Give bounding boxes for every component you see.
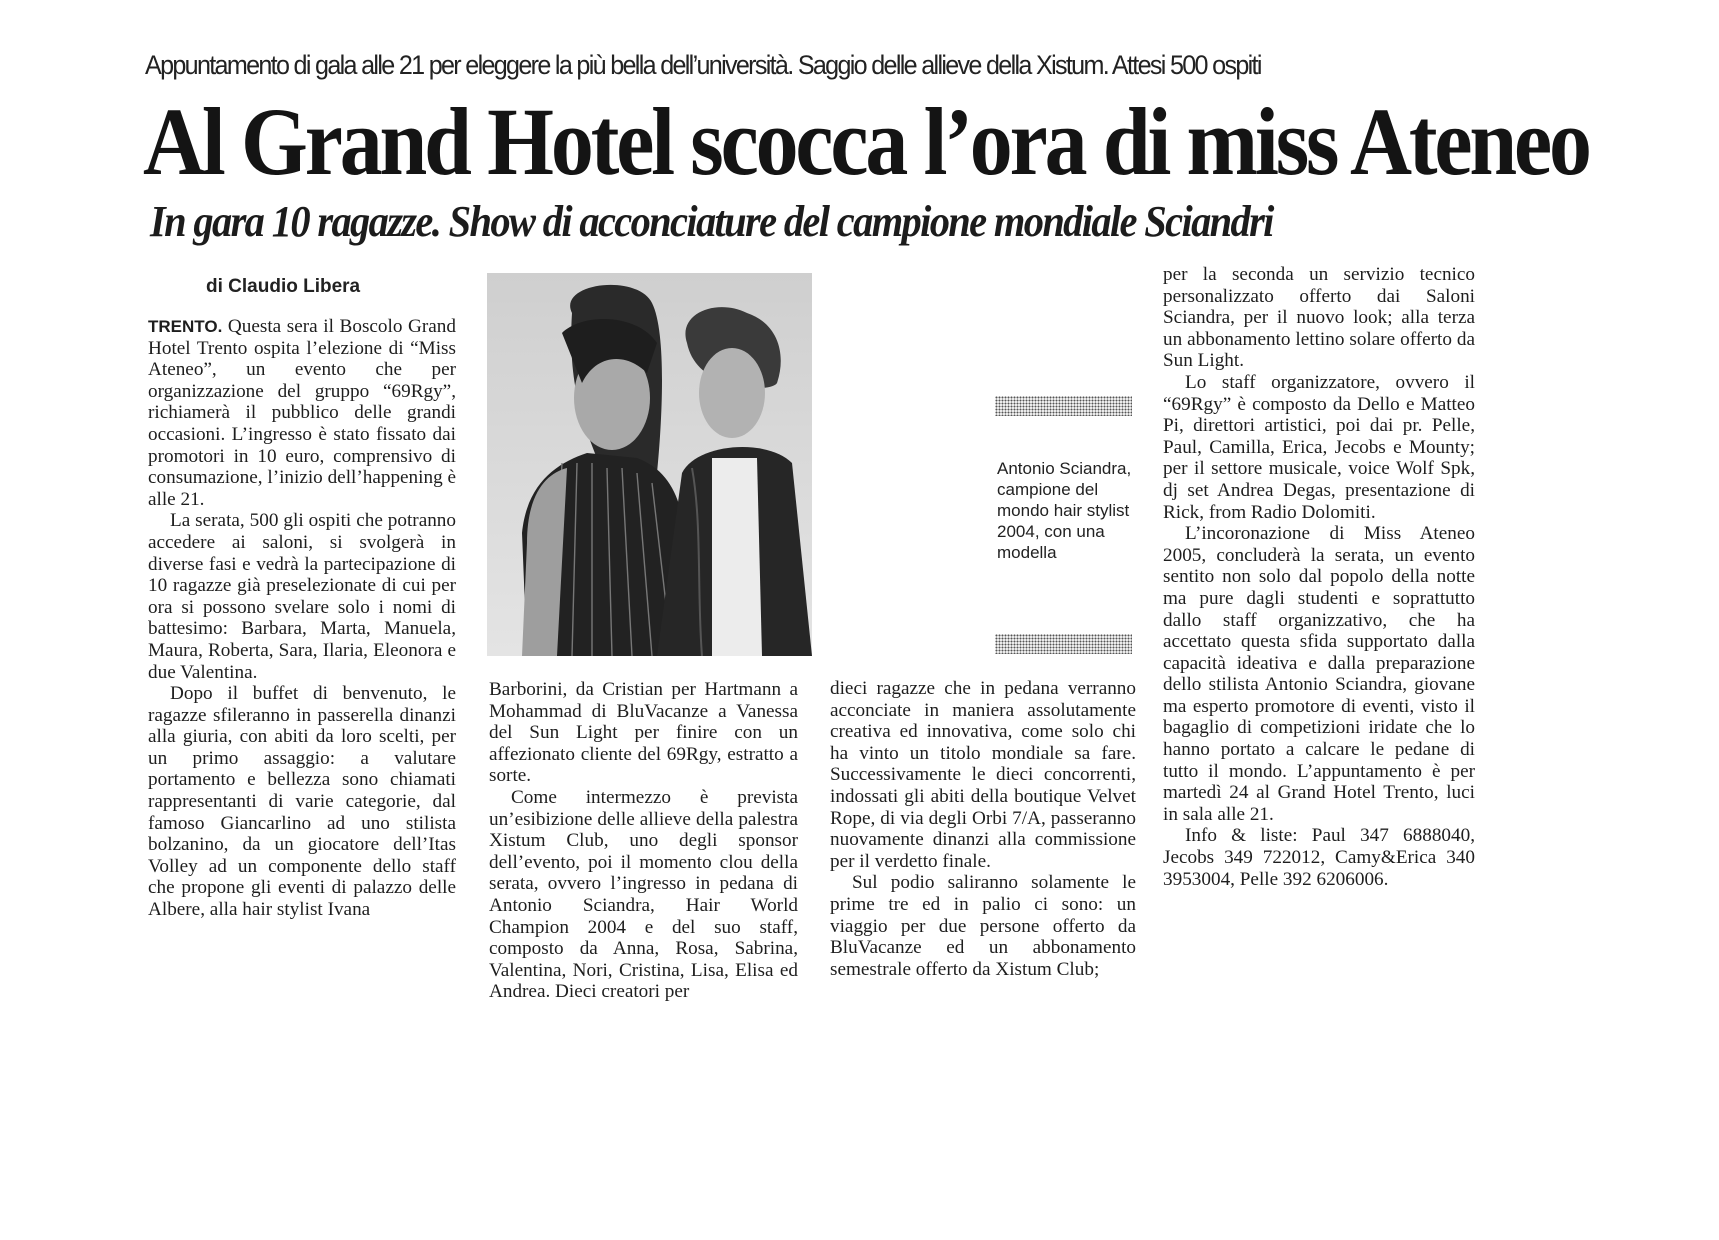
column-2-paragraph-1: Barborini, da Cristian per Hartmann a Mohammad di BluVacanze a Vanessa del Sun Light per finire con un affezionato cliente del 69Rgy, estratto a sorte. bbox=[489, 679, 798, 787]
column-4-paragraph-4: Info & liste: Paul 347 6888040, Jecobs 349 722012, Camy&Erica 340 3953004, Pelle 392 6206006. bbox=[1163, 825, 1475, 890]
column-1-paragraph-1-text: Questa sera il Boscolo Grand Hotel Trento ospita l’elezione di “Miss Ateneo”, un evento che per organizzazione del gruppo “69Rgy”, richiamerà il pubblico delle grandi occasioni. L’ingresso è stato fissato dai promotori in 10 euro, comprensivo di consumazione, l’inizio dell’happening è alle 21. bbox=[148, 316, 456, 510]
column-4-paragraph-1: per la seconda un servizio tecnico personalizzato offerto dai Saloni Sciandra, per il nuovo look; alla terza un abbonamento lettino solare offerto da Sun Light. bbox=[1163, 264, 1475, 372]
photo-caption: Antonio Sciandra, campione del mondo hair stylist 2004, con una modella bbox=[997, 459, 1132, 562]
article-column-1 bbox=[148, 316, 456, 921]
article-photo bbox=[487, 273, 812, 656]
column-2-paragraph-2: Come intermezzo è prevista un’esibizione delle allieve della palestra Xistum Club, uno degli sponsor dell’evento, poi il momento clou della serata, ovvero l’ingresso in pedana di Antonio Sciandra, Hair World Champion 2004 e del suo staff, composto da Anna, Rosa, Sabrina, Valentina, Nori, Cristina, Lisa, Elisa ed Andrea. Dieci creatori per bbox=[489, 786, 798, 1003]
column-1-paragraph-2: La serata, 500 gli ospiti che potranno accedere ai saloni, si svolgerà in diverse fasi e vedrà la partecipazione di 10 ragazze già preselezionate di cui per ora si possono svelare solo i nomi di battesimo: Barbara, Marta, Manuela, Maura, Roberta, Sara, Ilaria, Eleonora e due Valentina. bbox=[148, 510, 456, 683]
article-byline: di Claudio Libera bbox=[206, 276, 361, 297]
column-1-paragraph-3: Dopo il buffet di benvenuto, le ragazze sfileranno in passerella dinanzi alla giuria, con abiti da loro scelti, per un primo assaggio: a valutare portamento e bellezza sono chiamati rappresentanti di varie categorie, dal famoso Giancarlino ad uno stilista bolzanino, da un giocatore dell’Itas Volley ad un componente dello staff che propone gli eventi di palazzo delle Albere, alla hair stylist Ivana bbox=[148, 683, 456, 921]
article-kicker: Appuntamento di gala alle 21 per eleggere la più bella dell’università. Saggio delle allieve della Xistum. Attesi 500 ospiti bbox=[145, 50, 1261, 80]
column-3-paragraph-2: Sul podio saliranno solamente le prime tre ed in palio ci sono: un viaggio per due persone offerto da BluVacanze ed un abbonamento semestrale offerto da Xistum Club; bbox=[830, 872, 1136, 980]
caption-dot-rule-bottom bbox=[995, 634, 1132, 654]
column-4-paragraph-2: Lo staff organizzatore, ovvero il “69Rgy” è composto da Dello e Matteo Pi, direttori artistici, poi dai pr. Pelle, Paul, Camilla, Erica, Jecobs e Mounty; per il settore musicale, voice Wolf Spk, dj set Andrea Degas, presentazione di Rick, from Radio Dolomiti. bbox=[1163, 371, 1475, 523]
article-headline: Al Grand Hotel scocca l’ora di miss Ateneo bbox=[143, 88, 1589, 195]
article-subhead: In gara 10 ragazze. Show di acconciature del campione mondiale Sciandri bbox=[150, 197, 1273, 246]
photo-illustration bbox=[487, 273, 812, 656]
article-column-4 bbox=[1163, 264, 1475, 890]
column-3-paragraph-1: dieci ragazze che in pedana verranno acconciate in maniera assolutamente creativa ed innovativa, come solo chi ha vinto un titolo mondiale sa fare. Successivamente le dieci concorrenti, indossati gli abiti della boutique Velvet Rope, di via degli Orbi 7/A, passeranno nuovamente dinanzi alla commissione per il verdetto finale. bbox=[830, 678, 1136, 872]
caption-dot-rule-top bbox=[995, 396, 1132, 416]
article-dateline: TRENTO. bbox=[148, 317, 223, 336]
article-column-3 bbox=[830, 678, 1136, 980]
article-column-2 bbox=[489, 679, 798, 1003]
column-4-paragraph-3: L’incoronazione di Miss Ateneo 2005, concluderà la serata, un evento sentito non solo dal popolo della notte ma pure dagli studenti e soprattutto dallo staff organizzativo, che ha accettato questa sfida supportato dalla capacità ideativa e dalla preparazione dello stilista Antonio Sciandra, giovane ma esperto promotore di eventi, visto il bagaglio di competizioni iridate che lo hanno portato a calcare le pedane di tutto il mondo. L’appuntamento è per martedì 24 al Grand Hotel Trento, luci in sala alle 21. bbox=[1163, 523, 1475, 825]
column-1-paragraph-1 bbox=[148, 316, 456, 510]
